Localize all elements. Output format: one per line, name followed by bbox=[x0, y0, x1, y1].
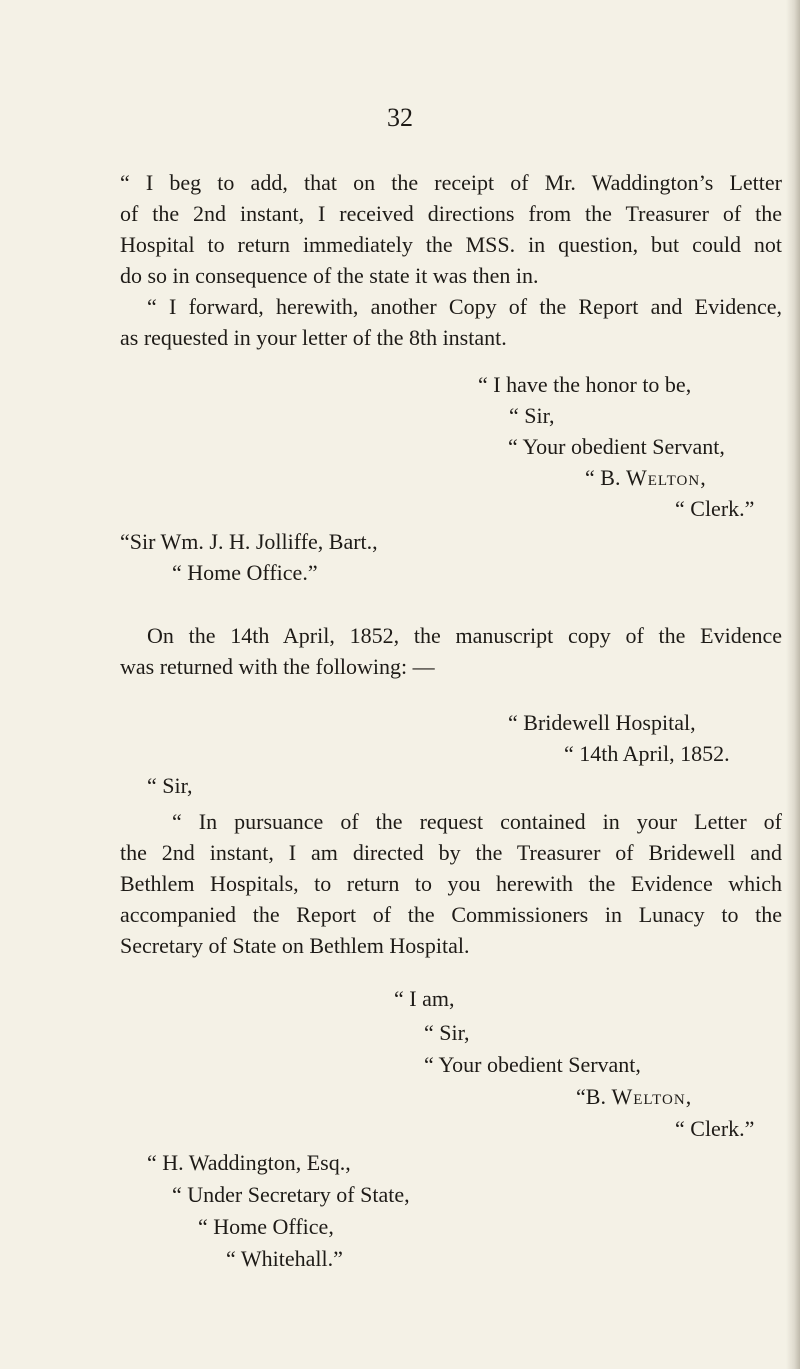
letter2-signature-title: “ Clerk.” bbox=[675, 1116, 755, 1141]
letter1-para1-line3: Hospital to return immediately the MSS. in question, but could not bbox=[120, 232, 782, 257]
letter1-signature bbox=[585, 463, 707, 493]
letter2-body-line2: the 2nd instant, I am directed by the Treasurer of Bridewell and bbox=[120, 840, 782, 865]
letter2-heading-line2: “ 14th April, 1852. bbox=[564, 741, 730, 766]
letter2-body-line5: Secretary of State on Bethlem Hospital. bbox=[120, 933, 470, 958]
letter1-closing-line2: “ Sir, bbox=[509, 403, 555, 428]
letter1-para2-line1: “ I forward, herewith, another Copy of the Report and Evidence, bbox=[147, 294, 782, 319]
letter1-para2-line2: as requested in your letter of the 8th instant. bbox=[120, 325, 507, 350]
letter1-closing-line3: “ Your obedient Servant, bbox=[508, 434, 725, 459]
letter2-signature-prefix: “B. bbox=[576, 1084, 612, 1109]
letter2-closing-line1: “ I am, bbox=[394, 986, 455, 1011]
letter1-signature-prefix: “ B. bbox=[585, 465, 626, 490]
letter2-addressee-line3: “ Home Office, bbox=[198, 1214, 334, 1239]
letter2-heading-line1: “ Bridewell Hospital, bbox=[508, 710, 696, 735]
letter1-signature-title: “ Clerk.” bbox=[675, 496, 755, 521]
letter2-addressee-line1: “ H. Waddington, Esq., bbox=[147, 1150, 351, 1175]
letter2-signature bbox=[576, 1082, 692, 1112]
letter1-para1-line2: of the 2nd instant, I received directions from the Treasurer of the bbox=[120, 201, 782, 226]
letter2-addressee-line4: “ Whitehall.” bbox=[226, 1246, 343, 1271]
letter2-body-line4: accompanied the Report of the Commissioners in Lunacy to the bbox=[120, 902, 782, 927]
letter2-signature-name: Welton, bbox=[611, 1084, 693, 1109]
letter1-signature-name: Welton, bbox=[625, 465, 707, 490]
letter1-para1-line4: do so in consequence of the state it was then in. bbox=[120, 263, 539, 288]
letter1-para1-line1: “ I beg to add, that on the receipt of Mr. Waddington’s Letter bbox=[120, 170, 782, 195]
letter1-addressee-line2: “ Home Office.” bbox=[172, 560, 318, 585]
letter1-closing-line1: “ I have the honor to be, bbox=[478, 372, 692, 397]
letter2-body-line3: Bethlem Hospitals, to return to you herewith the Evidence which bbox=[120, 871, 782, 896]
letter2-body-line1: “ In pursuance of the request contained in your Letter of bbox=[172, 809, 782, 834]
letter2-addressee-line2: “ Under Secretary of State, bbox=[172, 1182, 410, 1207]
letter2-closing-line2: “ Sir, bbox=[424, 1020, 470, 1045]
intro-line1: On the 14th April, 1852, the manuscript copy of the Evidence bbox=[147, 623, 782, 648]
letter1-addressee-line1: “Sir Wm. J. H. Jolliffe, Bart., bbox=[120, 529, 378, 554]
letter2-closing-line3: “ Your obedient Servant, bbox=[424, 1052, 641, 1077]
intro-line2: was returned with the following: — bbox=[120, 654, 435, 679]
page-edge-shadow bbox=[786, 0, 800, 1369]
letter2-salutation: “ Sir, bbox=[147, 773, 193, 798]
page-number: 32 bbox=[387, 103, 413, 132]
